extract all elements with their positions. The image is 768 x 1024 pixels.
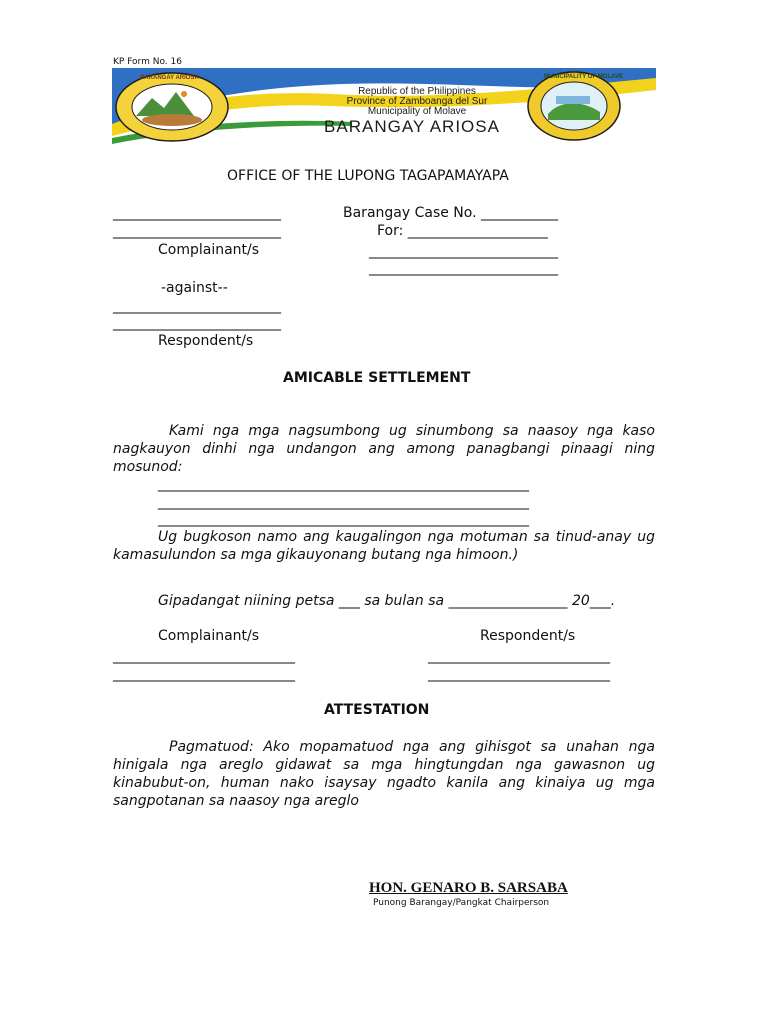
- complainant-name-line-1: ________________________: [113, 205, 281, 221]
- form-number: KP Form No. 16: [113, 57, 182, 67]
- respondents-signature-label: Respondent/s: [480, 628, 576, 644]
- respondents-label: Respondent/s: [158, 333, 254, 349]
- respondent-signature-line-2: __________________________: [428, 666, 610, 682]
- attestation-title: ATTESTATION: [324, 702, 430, 718]
- settlement-terms-line-2: _____________________________________________________: [158, 494, 529, 510]
- date-line: Gipadangat niining petsa ___ sa bulan sa _________________ 20___.: [158, 593, 616, 609]
- case-for-line-3: ___________________________: [369, 260, 558, 276]
- compliance-paragraph: Ug bugkoson namo ang kaugalingon nga motuman sa tinud-anay ug kamasulundon sa mga gikauyonang butang nga himoon.): [113, 529, 655, 563]
- case-for-line-2: ___________________________: [369, 243, 558, 259]
- attestation-paragraph: Pagmatuod: Ako mopamatuod nga ang gihisgot sa unahan nga hinigala nga areglo gidawat sa mga hingtungdan nga gawasnon ug kinabubut-on, human nako isaysay ngadto kanila ang kinaiya ug mga sangpotanan sa naasoy nga areglo: [113, 739, 655, 809]
- complainant-signature-line-2: __________________________: [113, 666, 295, 682]
- left-seal-text: BARANGAY ARIOSA: [140, 75, 199, 81]
- against-label: -against--: [161, 280, 228, 296]
- complainant-signature-line-1: __________________________: [113, 648, 295, 664]
- signatory-position: Punong Barangay/Pangkat Chairperson: [373, 898, 550, 908]
- municipality-text: Municipality of Molave: [367, 106, 467, 117]
- settlement-terms-line-3: _____________________________________________________: [158, 511, 529, 527]
- barangay-case-no: Barangay Case No. ___________: [343, 205, 558, 221]
- complainant-name-line-2: ________________________: [113, 223, 281, 239]
- province-text: Province of Zamboanga del Sur: [346, 96, 488, 107]
- settlement-paragraph: Kami nga mga nagsumbong ug sinumbong sa naasoy nga kaso nagkauyon dinhi nga undangon ang among panagbangi pinaagi ning mosunod:: [113, 423, 655, 475]
- republic-text: Republic of the Philippines: [358, 86, 476, 97]
- barangay-name: BARANGAY ARIOSA: [324, 117, 500, 136]
- right-seal-text: MUNICIPALITY OF MOLAVE: [544, 74, 623, 80]
- header-banner: [112, 68, 656, 144]
- document-title: AMICABLE SETTLEMENT: [283, 370, 471, 386]
- respondent-name-line-2: ________________________: [113, 315, 281, 331]
- settlement-terms-line-1: _____________________________________________________: [158, 476, 529, 492]
- respondent-name-line-1: ________________________: [113, 298, 281, 314]
- respondent-signature-line-1: __________________________: [428, 648, 610, 664]
- complainants-signature-label: Complainant/s: [158, 628, 260, 644]
- complainants-label: Complainant/s: [158, 242, 260, 258]
- barangay-seal-icon: [114, 72, 230, 142]
- office-title: OFFICE OF THE LUPONG TAGAPAMAYAPA: [227, 168, 509, 184]
- signatory-name: HON. GENARO B. SARSABA: [369, 880, 568, 896]
- case-for: For: ____________________: [377, 223, 548, 239]
